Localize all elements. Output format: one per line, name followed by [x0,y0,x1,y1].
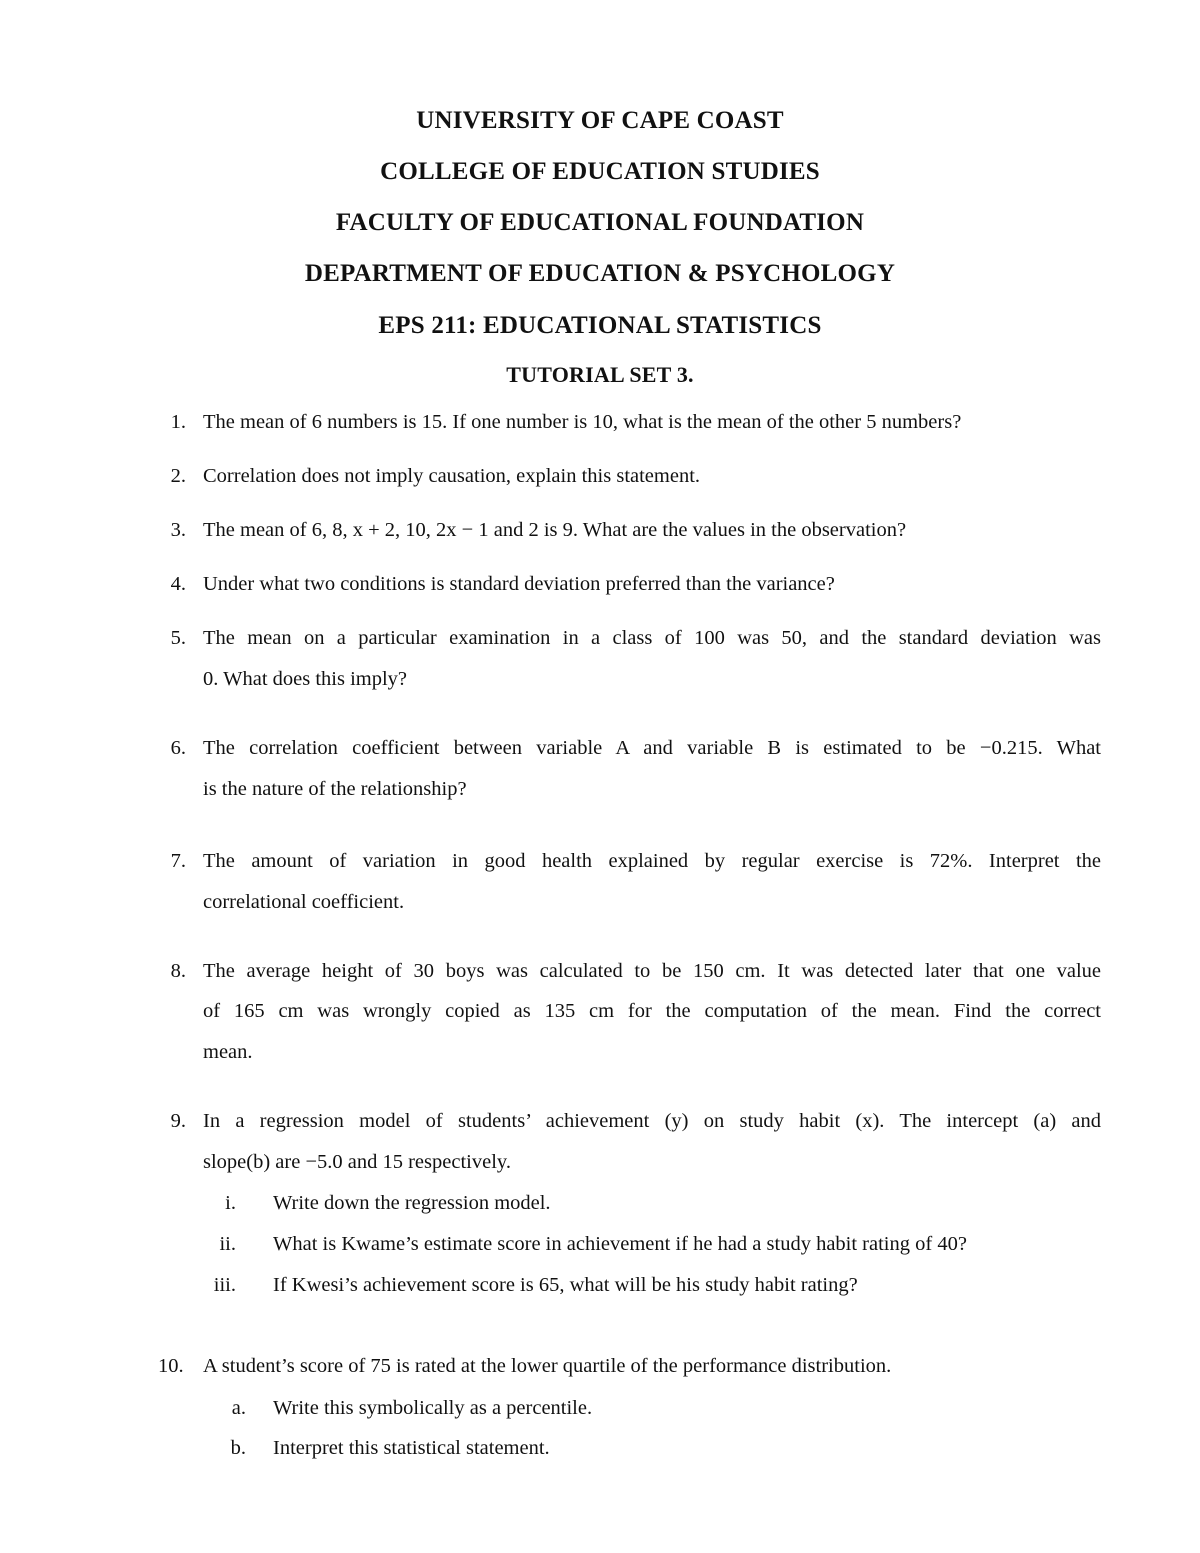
question-number: 10. [158,1355,184,1377]
question-number: 8. [170,960,186,982]
question-text: Correlation does not imply causation, explain this statement. [203,465,701,487]
question-text: The mean of 6, 8, x + 2, 10, 2x − 1 and 2 is 9. What are the values in the observation? [203,519,907,541]
sub-question-text: Write down the regression model. [273,1192,551,1214]
question-line [203,848,1101,874]
question-number: 5. [170,627,186,649]
question-text: The mean of 6 numbers is 15. If one number is 10, what is the mean of the other 5 numbers? [203,411,962,433]
question-number: 4. [170,573,186,595]
department-heading: DEPARTMENT OF EDUCATION & PSYCHOLOGY [304,260,896,287]
sub-question-label: i. [225,1192,236,1214]
question-text: correlational coefficient. [203,891,405,913]
question-text: The mean on a particular examination in a class of 100 was 50, and the standard deviation was [203,627,1101,649]
tutorial-heading: TUTORIAL SET 3. [506,362,694,387]
college-heading: COLLEGE OF EDUCATION STUDIES [380,158,820,185]
question-text: In a regression model of students’ achievement (y) on study habit (x). The intercept (a) and [203,1110,1101,1132]
sub-question-label: a. [231,1397,246,1419]
question-text: slope(b) are −5.0 and 15 respectively. [203,1151,511,1173]
question-text: The amount of variation in good health explained by regular exercise is 72%. Interpret the [203,850,1101,872]
question-number: 3. [170,519,186,541]
sub-question-text: If Kwesi’s achievement score is 65, what will be his study habit rating? [273,1274,858,1296]
university-heading: UNIVERSITY OF CAPE COAST [416,107,784,134]
question-text: The correlation coefficient between variable A and variable B is estimated to be −0.215. What [203,737,1101,759]
question-line [203,1108,1101,1134]
question-text: 0. What does this imply? [203,668,408,690]
question-text: A student’s score of 75 is rated at the lower quartile of the performance distribution. [203,1355,892,1377]
sub-question-text: What is Kwame’s estimate score in achievement if he had a study habit rating of 40? [273,1233,967,1255]
question-text: is the nature of the relationship? [203,778,467,800]
question-text: The average height of 30 boys was calculated to be 150 cm. It was detected later that one value [203,960,1101,982]
question-number: 6. [170,737,186,759]
question-line [203,958,1101,984]
question-number: 2. [170,465,186,487]
question-text: of 165 cm was wrongly copied as 135 cm for the computation of the mean. Find the correct [203,1000,1101,1022]
question-line [203,735,1101,761]
question-number: 7. [170,850,186,872]
question-text: mean. [203,1041,253,1063]
sub-question-label: b. [230,1437,246,1459]
course-heading: EPS 211: EDUCATIONAL STATISTICS [378,312,822,339]
question-line [203,625,1101,651]
question-text: Under what two conditions is standard deviation preferred than the variance? [203,573,835,595]
sub-question-label: ii. [219,1233,236,1255]
question-number: 1. [170,411,186,433]
sub-question-text: Write this symbolically as a percentile. [273,1397,593,1419]
sub-question-label: iii. [213,1274,236,1296]
sub-question-text: Interpret this statistical statement. [273,1437,550,1459]
question-line [203,998,1101,1024]
question-number: 9. [170,1110,186,1132]
faculty-heading: FACULTY OF EDUCATIONAL FOUNDATION [335,209,865,236]
